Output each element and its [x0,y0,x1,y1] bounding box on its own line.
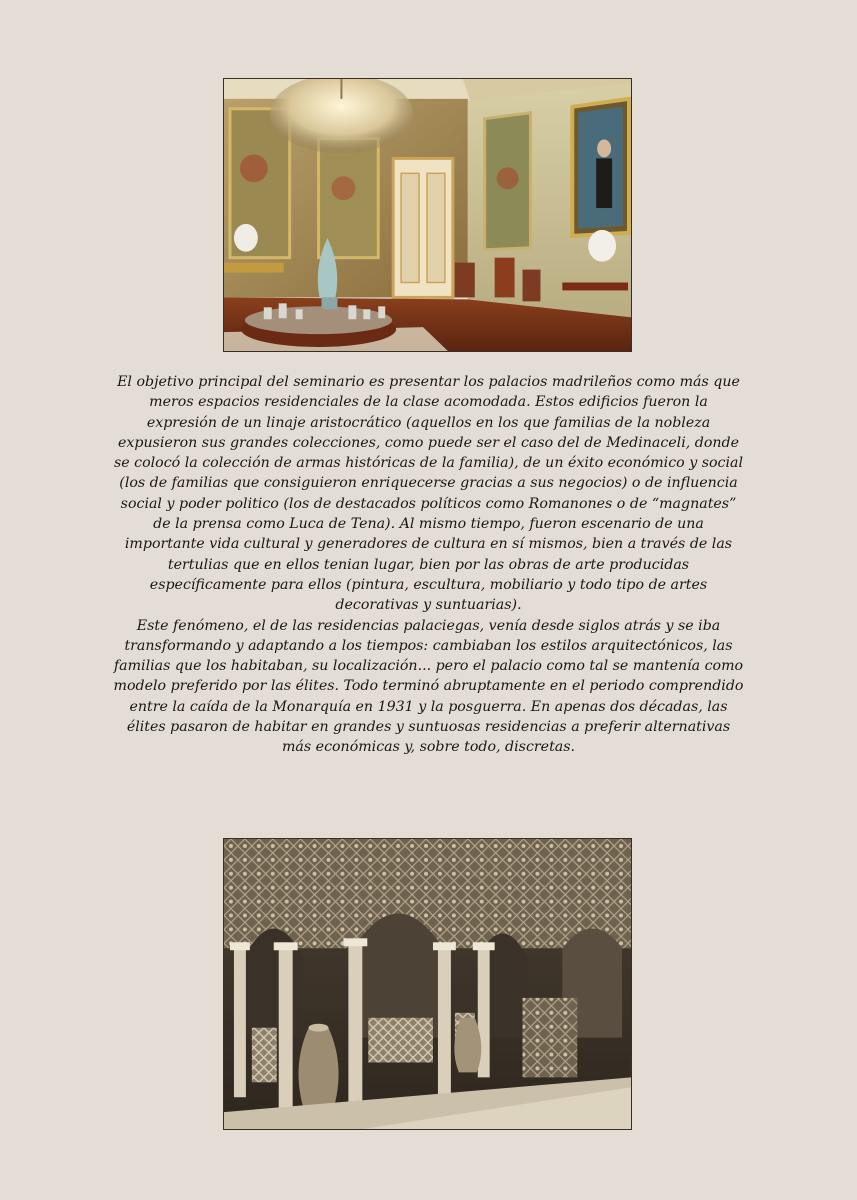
paragraph-2: Este fenómeno, el de las residencias palaciegas, venía desde siglos atrás y se iba transformando y adaptando a los tiempos: cambiaban los estilos arquitectónicos, las familias que los habitaban, su localización... pero el palacio como tal se mantenía como modelo preferido por las élites. Todo terminó abruptamente en el periodo comprendido entre la caída de la Monarquía en 1931 y la posguerra. En apenas dos décadas, las élites pasaron de habitar en grandes y suntuosas residencias a preferir alternativas más económicas y, sobre todo, discretas. [113,617,744,756]
palace-salon-illustration [224,79,631,351]
moorish-hall-photo [223,838,632,1130]
palace-salon-photo [223,78,632,352]
moorish-hall-illustration [224,839,631,1129]
body-text [112,372,745,758]
paragraph-1: El objetivo principal del seminario es presentar los palacios madrileños como más que meros espacios residenciales de la clase acomodada. Estos edificios fueron la expresión de un linaje aristocrático (aquellos en los que familias de la nobleza expusieron sus grandes colecciones, como puede ser el caso del de Medinaceli, donde se colocó la colección de armas históricas de la familia), de un éxito económico y social (los de familias que consiguieron enriquecerse gracias a sus negocios) o de influencia social y poder politico (los de destacados políticos como Romanones o de “magnates” de la prensa como Luca de Tena). Al mismo tiempo, fueron escenario de una importante vida cultural y generadores de cultura en sí mismos, bien a través de las tertulias que en ellos tenian lugar, bien por las obras de arte producidas específicamente para ellos (pintura, escultura, mobiliario y todo tipo de artes decorativas y suntuarias). [113,374,744,614]
